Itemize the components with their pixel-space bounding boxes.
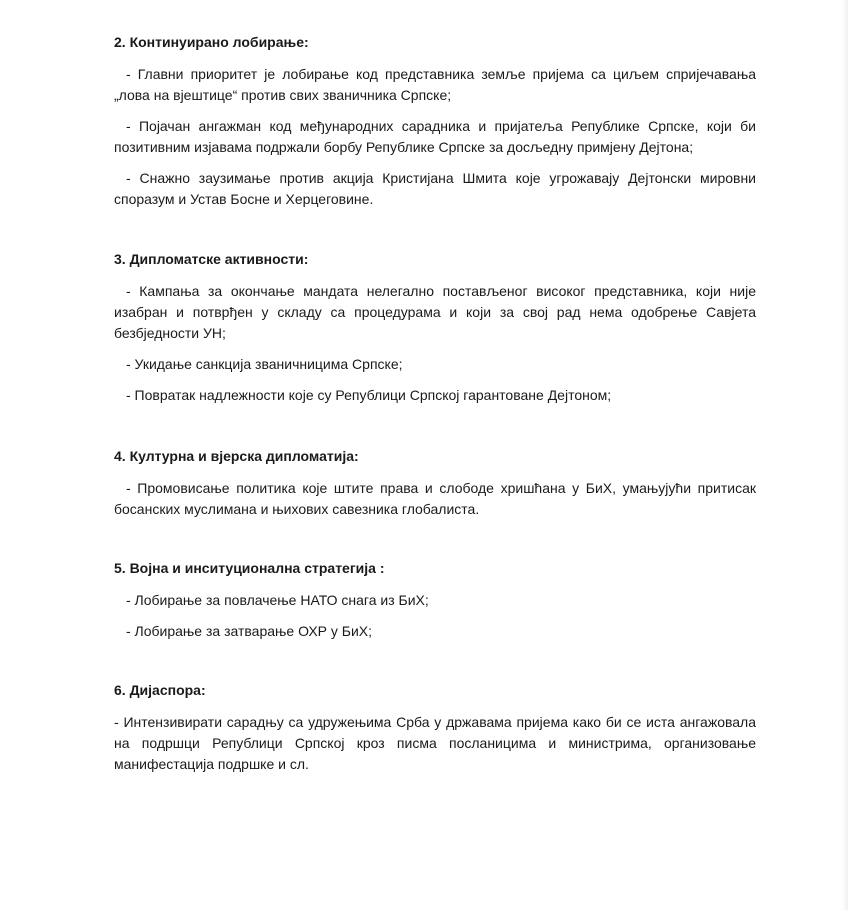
list-item: - Кампања за окончање мандата нелегално постављеног високог представника, који није изабран и потврђен у складу са процедурама и који за свој рад нема одобрење Савјета безбједности УН; <box>114 283 756 341</box>
list-item: - Интензивирати сарадњу са удружењима Срба у државама пријема како би се иста ангажовала на подршци Републици Српској кроз писма посланицима и министрима, организовање манифестација подршке и сл. <box>114 714 756 772</box>
section-continuous-lobbying <box>114 32 756 210</box>
page-edge-shadow <box>842 0 848 910</box>
section-heading: 5. Војна и инситуционална стратегија : <box>114 560 385 576</box>
list-item: - Лобирање за повлачење НАТО снага из БиХ; <box>126 592 429 608</box>
section-heading: 4. Културна и вјерска дипломатија: <box>114 448 359 464</box>
section-military-institutional-strategy <box>114 558 756 642</box>
section-diplomatic-activities <box>114 249 756 406</box>
section-heading: 6. Дијаспора: <box>114 682 206 698</box>
list-item: - Главни приоритет је лобирање код представника земље пријема са циљем спријечавања „лова на вјештице“ против свих званичника Српске; <box>114 66 756 103</box>
section-heading: 2. Континуирано лобирање: <box>114 34 309 50</box>
list-item: - Појачан ангажман код међународних сарадника и пријатеља Републике Српске, који би позитивним изјавама подржали борбу Републике Српске за досљедну примјену Дејтона; <box>114 118 756 155</box>
list-item: - Промовисање политика које штите права и слободе хришћана у БиХ, умањујући притисак босанских муслимана и њихових савезника глобалиста. <box>114 480 756 517</box>
list-item: - Снажно заузимање против акција Кристијана Шмита које угрожавају Дејтонски мировни споразум и Устав Босне и Херцеговине. <box>114 170 756 207</box>
document-body <box>114 32 756 785</box>
section-heading: 3. Дипломатске активности: <box>114 251 309 267</box>
section-cultural-religious-diplomacy <box>114 446 756 520</box>
list-item: - Укидање санкција званичницима Српске; <box>126 356 403 372</box>
list-item: - Повратак надлежности које су Републици Српској гарантоване Дејтоном; <box>126 387 612 403</box>
section-diaspora <box>114 680 756 775</box>
list-item: - Лобирање за затварање ОХР у БиХ; <box>126 623 373 639</box>
